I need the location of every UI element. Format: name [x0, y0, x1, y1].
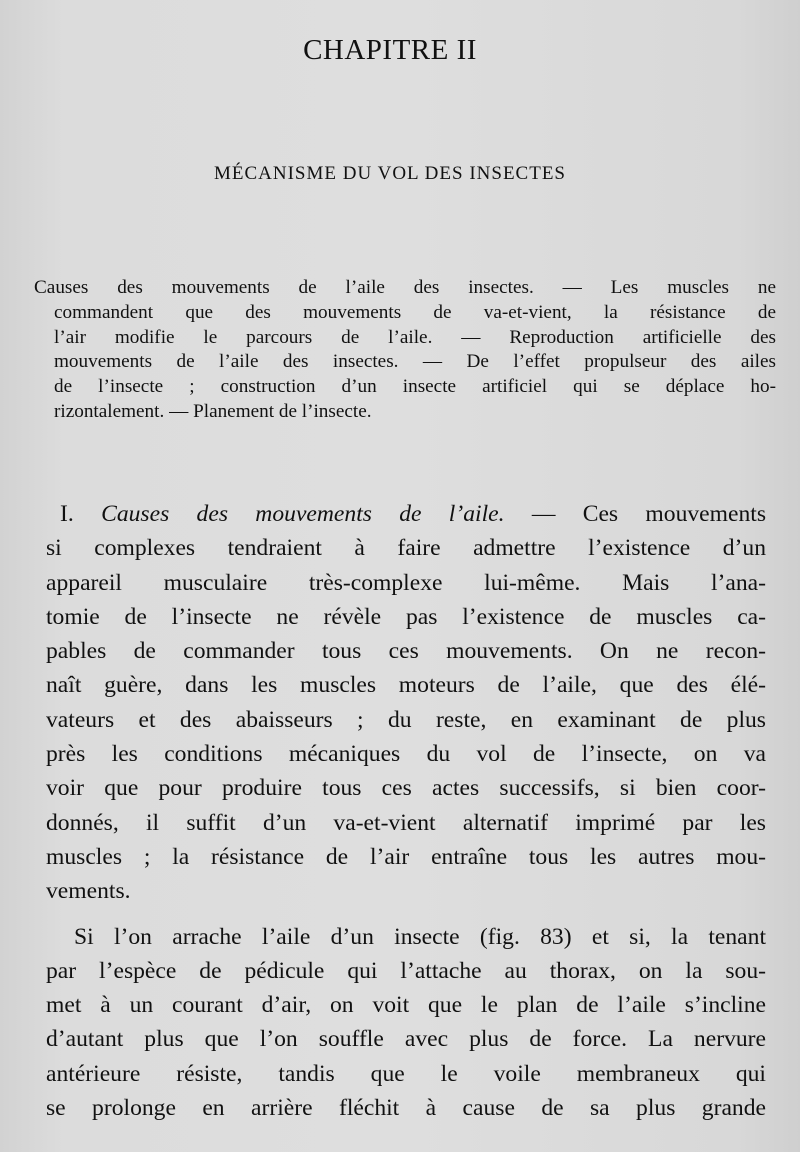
text-line: près les conditions mécaniques du vol de l’insecte, on va: [46, 741, 766, 768]
text-line: vements.: [46, 878, 131, 905]
paragraph-1-first-line: [46, 497, 766, 531]
chapter-title: CHAPITRE II: [303, 34, 477, 66]
text-line: naît guère, dans les muscles moteurs de l’aile, que des élé-: [46, 672, 766, 699]
summary-line: de l’insecte ; construction d’un insecte artificiel qui se déplace ho-: [54, 376, 776, 398]
body-text: [46, 497, 766, 1125]
summary-line: Causes des mouvements de l’aile des insectes. — Les muscles ne: [34, 277, 776, 298]
text-line: par l’espèce de pédicule qui l’attache au thorax, on la sou-: [46, 957, 766, 984]
text-line: — Ces mouvements: [531, 501, 766, 527]
text-line: si complexes tendraient à faire admettre l’existence d’un: [46, 535, 766, 562]
text-line: antérieure résiste, tandis que le voile membraneux qui: [46, 1060, 766, 1087]
text-line: Si l’on arrache l’aile d’un insecte (fig. 83) et si, la tenant: [74, 923, 766, 950]
paragraph-gap: [46, 909, 766, 920]
section-heading: Causes des mouvements de l’aile.: [101, 501, 505, 527]
text-line: d’autant plus que l’on souffle avec plus de force. La nervure: [46, 1026, 766, 1053]
text-line: tomie de l’insecte ne révèle pas l’existence de muscles ca-: [46, 603, 766, 630]
text-line: vateurs et des abaisseurs ; du reste, en examinant de plus: [46, 706, 766, 733]
section-title: MÉCANISME DU VOL DES INSECTES: [213, 163, 567, 184]
text-line: met à un courant d’air, on voit que le plan de l’aile s’incline: [46, 992, 766, 1019]
text-line: voir que pour produire tous ces actes successifs, si bien coor-: [46, 775, 766, 802]
summary-line: rizontalement. — Planement de l’insecte.: [54, 400, 372, 422]
text-line: muscles ; la résistance de l’air entraîne tous les autres mou-: [46, 843, 766, 870]
text-line: pables de commander tous ces mouvements. On ne recon-: [46, 638, 766, 665]
summary-line: commandent que des mouvements de va-et-vient, la résistance de: [54, 301, 776, 323]
section-number: I.: [60, 501, 74, 527]
summary-line: mouvements de l’aile des insectes. — De l’effet propulseur des ailes: [54, 351, 776, 373]
text-line: donnés, il suffit d’un va-et-vient alternatif imprimé par les: [46, 809, 766, 836]
summary-line: l’air modifie le parcours de l’aile. — Reproduction artificielle des: [54, 326, 776, 348]
chapter-summary: [34, 276, 776, 425]
text-line: appareil musculaire très-complexe lui-même. Mais l’ana-: [46, 569, 766, 596]
text-line: se prolonge en arrière fléchit à cause de sa plus grande: [46, 1095, 766, 1122]
